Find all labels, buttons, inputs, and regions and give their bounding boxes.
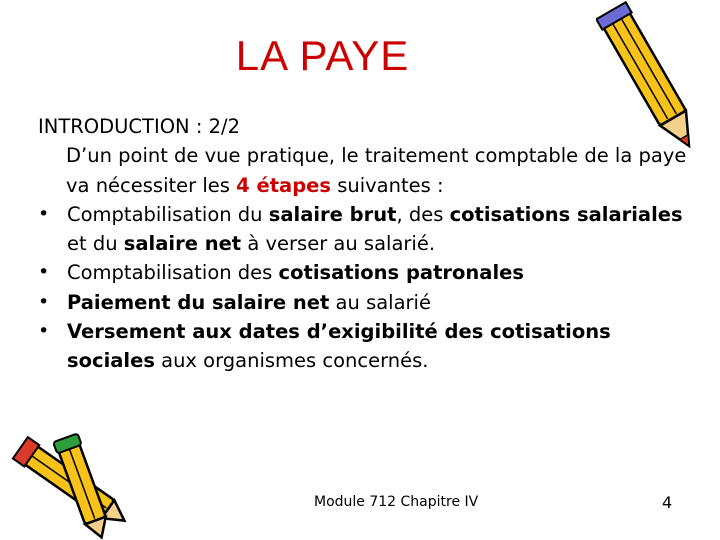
bullet-text: salaire net xyxy=(123,232,242,256)
bullet-text: Comptabilisation des xyxy=(67,261,279,285)
pencil-icon xyxy=(50,432,120,540)
lead-text: D’un point de vue pratique, le traitement comptable de la paye va nécessiter les xyxy=(66,144,687,197)
slide-title: LA PAYE xyxy=(235,32,410,79)
footer-text: Module 712 Chapitre IV xyxy=(314,494,479,510)
bullet-text: Versement aux dates d’exigibilité des cotisations sociales xyxy=(67,320,611,373)
bullet-text: et du xyxy=(67,232,124,256)
bullet-text: aux organismes concernés. xyxy=(154,349,429,373)
section-heading: INTRODUCTION : 2/2 xyxy=(38,115,240,138)
bullet-text: cotisations patronales xyxy=(278,261,524,285)
bullet-text: Comptabilisation du xyxy=(67,202,269,226)
page-number: 4 xyxy=(662,493,673,512)
bullet-text: salaire brut xyxy=(268,202,397,226)
lead-paragraph xyxy=(38,141,688,200)
bullet-item xyxy=(38,317,688,376)
bullet-text: Paiement du salaire net xyxy=(67,290,330,314)
bullet-text: cotisations salariales xyxy=(449,202,683,226)
slide-body xyxy=(38,112,688,376)
bullet-text: à verser au salarié. xyxy=(241,232,436,256)
bullet-item xyxy=(38,200,688,259)
bullet-list xyxy=(38,200,688,376)
bullet-item xyxy=(38,258,688,287)
bullet-text: au salarié xyxy=(329,290,431,314)
bullet-item xyxy=(38,288,688,317)
lead-text-end: suivantes : xyxy=(331,173,444,197)
steps-highlight: 4 étapes xyxy=(236,173,331,197)
pencil-icon xyxy=(596,0,706,160)
bullet-text: , des xyxy=(396,202,450,226)
